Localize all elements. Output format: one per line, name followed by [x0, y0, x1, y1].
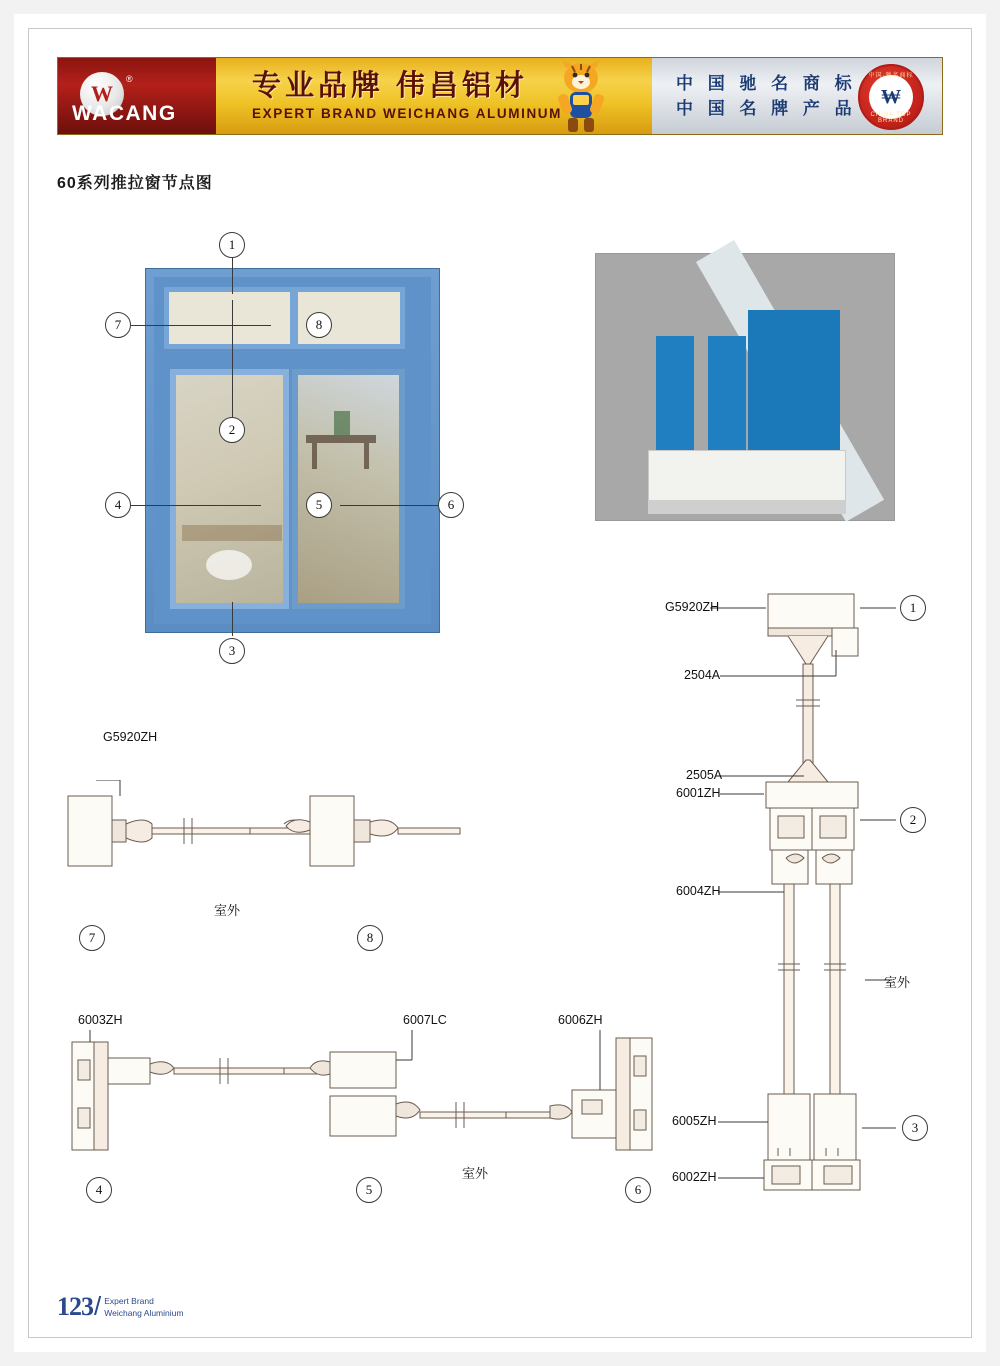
- leader-line-7: [131, 325, 271, 326]
- photo-blue-profile-2: [708, 336, 746, 456]
- section-bubble-2: 2: [900, 807, 926, 833]
- award-line-1: 中 国 驰 名 商 标: [676, 73, 857, 93]
- callout-bubble-4: 4: [105, 492, 131, 518]
- room-detail-table-leg-2: [364, 443, 369, 469]
- section-bubble-8: 8: [357, 925, 383, 951]
- room-detail-floor: [182, 525, 282, 541]
- part-label-6003zh: 6003ZH: [78, 1013, 123, 1027]
- outdoor-label-bottom: 室外: [462, 1166, 489, 1181]
- part-label-6006zh: 6006ZH: [558, 1013, 603, 1027]
- banner-awards-block: [652, 58, 942, 134]
- window-sash-right: [292, 369, 405, 609]
- footer-line-1: Expert Brand: [104, 1296, 154, 1307]
- part-label-6007lc: 6007LC: [403, 1013, 447, 1027]
- part-label-2504a: 2504A: [684, 668, 721, 682]
- part-label-6001zh: 6001ZH: [676, 786, 721, 800]
- brand-logo-block: [58, 58, 216, 134]
- callout-bubble-8: 8: [306, 312, 332, 338]
- registered-trademark-icon: ®: [126, 74, 133, 84]
- section-bubble-1: 1: [900, 595, 926, 621]
- tiger-mascot-icon: [546, 60, 616, 134]
- room-detail-object: [206, 550, 252, 580]
- part-label-g5920zh-mid: G5920ZH: [103, 730, 158, 744]
- part-label-6002zh: 6002ZH: [672, 1170, 717, 1184]
- window-sash-left: [170, 369, 289, 609]
- leader-line-2: [232, 300, 233, 420]
- room-detail-plant: [334, 411, 350, 435]
- sash-plan-section-drawing: [60, 1030, 680, 1170]
- footer-brand-text: [104, 1296, 183, 1322]
- callout-bubble-5: 5: [306, 492, 332, 518]
- slogan-chinese: 专业品牌 伟昌铝材: [252, 70, 529, 103]
- footer-line-2: Weichang Aluminium: [104, 1307, 184, 1318]
- transom-mullion: [290, 292, 298, 344]
- page-title: 60系列推拉窗节点图: [57, 175, 213, 192]
- callout-bubble-3: 3: [219, 638, 245, 664]
- photo-blue-profile-1: [656, 336, 694, 456]
- page-footer: [57, 1291, 183, 1322]
- callout-bubble-1: 1: [219, 232, 245, 258]
- page-number: 123: [57, 1292, 93, 1321]
- banner-slogan-block: [216, 58, 652, 134]
- seal-bottom-text: CHINA TOP BRAND: [870, 112, 912, 124]
- brand-wordmark: WACANG: [72, 102, 177, 125]
- section-bubble-7: 7: [79, 925, 105, 951]
- profile-corner-photo: [595, 253, 895, 521]
- slogan-english: EXPERT BRAND WEICHANG ALUMINUM: [252, 105, 562, 121]
- section-bubble-3: 3: [902, 1115, 928, 1141]
- leader-line-6: [340, 505, 438, 506]
- section-bubble-4: 4: [86, 1177, 112, 1203]
- award-line-2: 中 国 名 牌 产 品: [676, 99, 857, 118]
- leader-line-4: [131, 505, 261, 506]
- outdoor-label-right: 室外: [884, 975, 911, 990]
- part-label-6005zh: 6005ZH: [672, 1114, 717, 1128]
- leader-line-1: [232, 258, 233, 294]
- callout-bubble-7: 7: [105, 312, 131, 338]
- callout-bubble-6: 6: [438, 492, 464, 518]
- leader-line-3: [232, 602, 233, 636]
- sliding-window-photo: [145, 268, 440, 633]
- part-label-g5920zh-right: G5920ZH: [665, 600, 720, 614]
- callout-bubble-2: 2: [219, 417, 245, 443]
- section-bubble-5: 5: [356, 1177, 382, 1203]
- photo-blue-profile-3: [748, 310, 840, 470]
- part-label-6004zh: 6004ZH: [676, 884, 721, 898]
- part-label-2505a: 2505A: [686, 768, 723, 782]
- section-bubble-6: 6: [625, 1177, 651, 1203]
- room-detail-table-top: [306, 435, 376, 443]
- seal-center-mark: ₩: [869, 75, 913, 119]
- china-top-brand-seal-icon: [858, 64, 924, 130]
- photo-shadow: [648, 500, 846, 514]
- transom-section-drawing: [60, 780, 480, 890]
- footer-divider: /: [94, 1291, 102, 1321]
- logo-mark-letter: W: [91, 81, 113, 106]
- window-transom-glass: [164, 287, 405, 349]
- seal-top-text: 中国·驰名商标: [868, 73, 914, 79]
- outdoor-label-mid: 室外: [214, 903, 241, 918]
- room-detail-table-leg-1: [312, 443, 317, 469]
- header-banner: [57, 57, 943, 135]
